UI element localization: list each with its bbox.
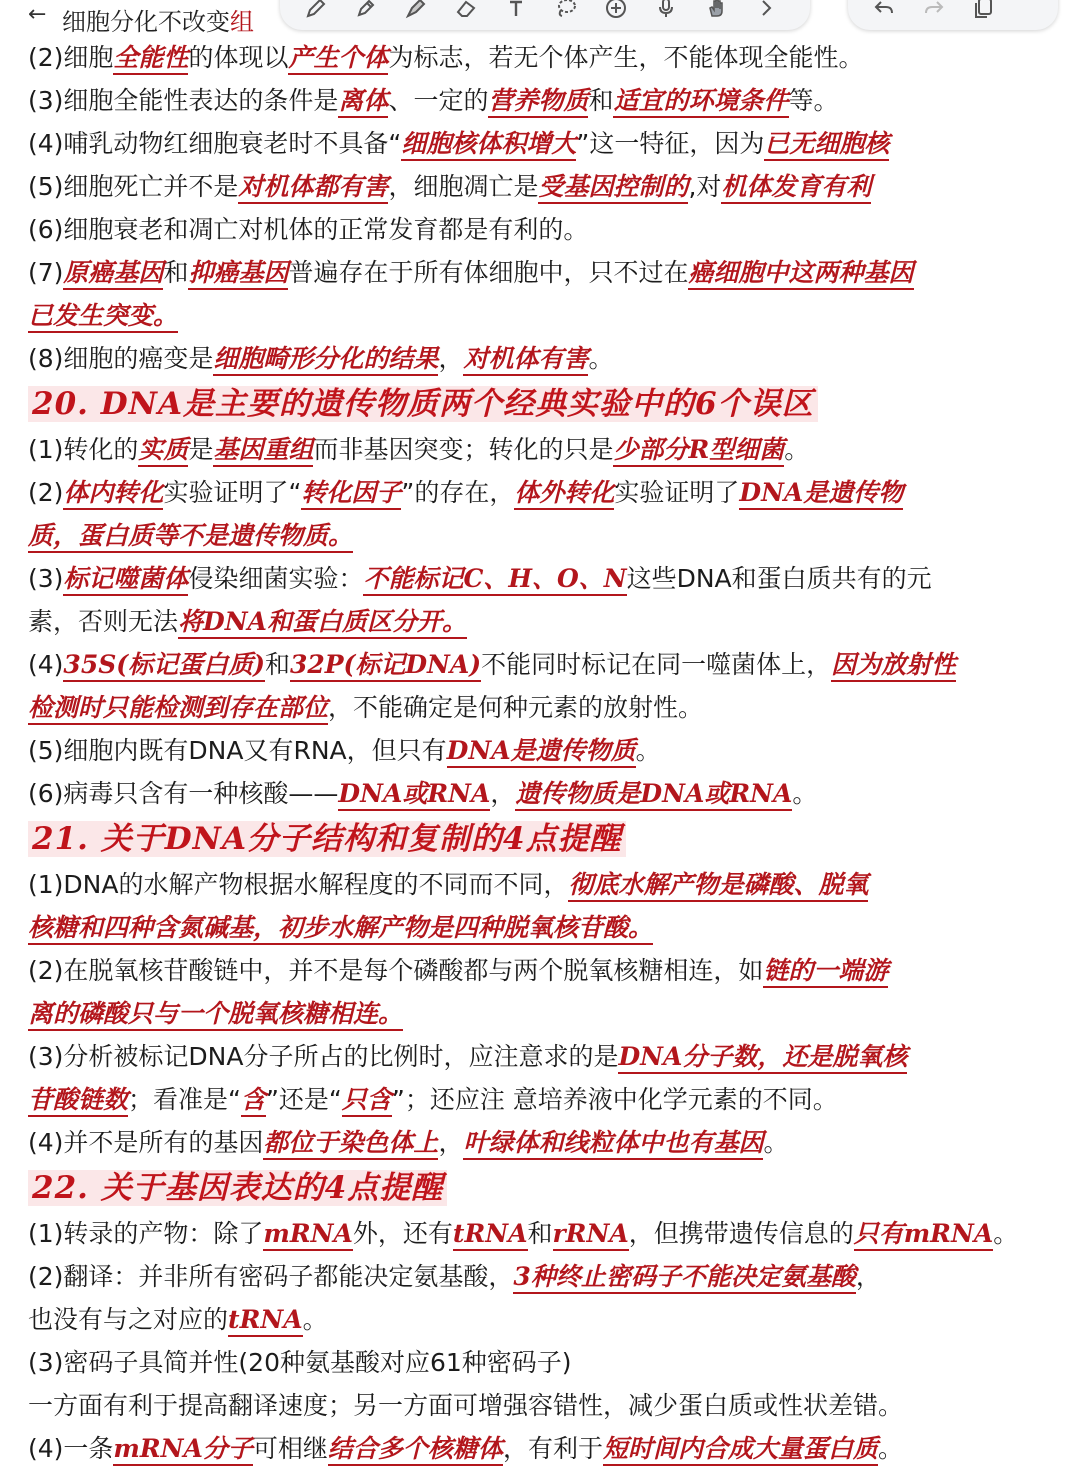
printed-text: (5)细胞内既有DNA又有RNA，但只有 [28,736,447,765]
printed-text: (3) [28,564,64,593]
printed-text: (4)一条 [28,1434,114,1463]
handwritten-answer: DNA或RNA [338,779,490,811]
section-heading [28,1164,1058,1212]
printed-text: ，不能确定是何种元素的放射性。 [328,693,704,722]
note-line [28,1035,1058,1078]
handwritten-answer: 全能性 [113,43,188,75]
note-line [28,1121,1058,1164]
note-line [28,557,1058,600]
printed-text: (2) [28,478,64,507]
handwritten-answer: 遗传物质是DNA或RNA [515,779,792,811]
handwritten-answer: 转化因子 [301,478,401,510]
printed-text: 的体现以 [188,43,289,72]
note-line [28,36,1058,79]
redo-icon[interactable] [920,0,948,22]
handwritten-answer: DNA是遗传物质 [447,736,636,768]
heading-text: 22. 关于基因表达的4点提醒 [32,1170,444,1206]
printed-text: (3)分析被标记DNA分子所占的比例时，应注意求的是 [28,1042,619,1071]
printed-text: 这些DNA和蛋白质共有的元 [626,564,932,593]
eraser-icon[interactable] [452,0,480,22]
printed-text: ，有利于 [502,1434,603,1463]
printed-text: (1)转化的 [28,435,139,464]
note-line [28,1298,1058,1341]
handwritten-answer: 对机体有害 [463,344,588,376]
printed-text: (1)转录的产物：除了 [28,1219,264,1248]
section-heading [28,380,1058,428]
printed-text: 。 [302,1305,328,1334]
back-arrow-icon[interactable]: ← [28,2,47,27]
handwritten-answer: 细胞核体积增大 [401,129,576,161]
handwritten-answer: 因为放射性 [831,650,956,682]
highlighter-icon[interactable] [402,0,430,22]
handwritten-answer: 体外转化 [514,478,614,510]
printed-text: ”的存在， [401,478,515,507]
printed-text: 是 [188,435,214,464]
handwritten-answer: 质，蛋白质等不是遗传物质。 [28,521,353,553]
printed-text: 普遍存在于所有体细胞中，只不过在 [288,258,689,287]
handwritten-answer: DNA是遗传物 [739,478,903,510]
note-line [28,294,1058,337]
printed-text: (5)细胞死亡并不是 [28,172,239,201]
drawing-tools-pill [280,0,810,30]
handwritten-answer: tRNA [453,1219,528,1251]
note-line [28,772,1058,815]
printed-text: 。 [877,1434,903,1463]
handwritten-answer: 彻底水解产物是磷酸、脱氧 [568,870,868,902]
printed-text: 。 [635,736,661,765]
printed-text: 素，否则无法 [28,607,179,636]
note-title-highlight: 组 [230,8,254,36]
handwritten-answer: 苷酸链数 [28,1085,128,1117]
handwritten-answer: 离体 [338,86,388,118]
printed-text: 。 [993,1219,1019,1248]
printed-text: 实验证明了 [614,478,740,507]
note-line [28,1427,1058,1470]
printed-text: 和 [264,650,290,679]
printed-text: (6)病毒只含有一种核酸—— [28,779,339,808]
printed-text: 也没有与之对应的 [28,1305,229,1334]
handwritten-answer: 标记噬菌体 [63,564,188,596]
printed-text: 。 [792,779,818,808]
handwritten-answer: 营养物质 [488,86,588,118]
printed-text: 而非基因突变；转化的只是 [313,435,614,464]
note-line [28,863,1058,906]
handwritten-answer: 受基因控制的 [538,172,688,204]
note-line [28,949,1058,992]
note-line [28,729,1058,772]
handwritten-answer: 32P(标记DNA) [290,650,481,682]
printed-text: 一方面有利于提高翻译速度；另一方面可增强容错性，减少蛋白质或性状差错。 [28,1391,904,1420]
printed-text: 、一定的 [388,86,489,115]
printed-text: (2)翻译：并非所有密码子都能决定氨基酸， [28,1262,514,1291]
handwritten-answer: 叶绿体和线粒体中也有基因 [463,1128,763,1160]
note-toolbar [0,0,1080,34]
handwritten-answer: rRNA [553,1219,629,1251]
note-line [28,1212,1058,1255]
printed-text: 可相继 [252,1434,328,1463]
note-line [28,600,1058,643]
note-title[interactable] [62,2,254,37]
note-line [28,471,1058,514]
handwritten-answer: 结合多个核糖体 [328,1434,503,1466]
printed-text: ”；还应注 意培养液中化学元素的不同。 [391,1085,838,1114]
note-line [28,1384,1058,1427]
printed-text: 。 [588,344,614,373]
note-line [28,992,1058,1035]
handwritten-answer: mRNA [263,1219,352,1251]
handwritten-answer: 机体发育有利 [721,172,871,204]
handwritten-answer: DNA分子数，还是脱氧核 [618,1042,907,1074]
handwritten-answer: 已发生突变。 [28,301,178,333]
handwritten-answer: 检测时只能检测到存在部位 [28,693,328,725]
handwritten-answer: 离的磷酸只与一个脱氧核糖相连。 [28,999,403,1031]
note-line [28,208,1058,251]
printed-text: 实验证明了“ [163,478,302,507]
note-line [28,79,1058,122]
printed-text: 侵染细菌实验： [188,564,364,593]
handwritten-answer: 链的一端游 [763,956,888,988]
note-line [28,1341,1058,1384]
note-line [28,686,1058,729]
printed-text: ，但携带遗传信息的 [628,1219,854,1248]
heading-text: 21. 关于DNA分子结构和复制的4点提醒 [32,821,622,857]
handwritten-answer: 抑癌基因 [188,258,288,290]
printed-text: 等。 [788,86,839,115]
lasso-icon[interactable] [552,0,580,22]
note-line [28,1078,1058,1121]
handwritten-answer: 适宜的环境条件 [613,86,788,118]
handwritten-answer: 细胞畸形分化的结果 [213,344,438,376]
marker-icon[interactable] [352,0,380,22]
handwritten-answer: 已无细胞核 [764,129,889,161]
note-line [28,1255,1058,1298]
handwritten-answer: 35S(标记蛋白质) [63,650,265,682]
handwritten-answer: 短时间内合成大量蛋白质 [603,1434,878,1466]
handwritten-answer: mRNA分子 [113,1434,252,1466]
printed-text: (6)细胞衰老和凋亡对机体的正常发育都是有利的。 [28,215,589,244]
mic-icon[interactable] [652,0,680,22]
printed-text: (4)并不是所有的基因 [28,1128,264,1157]
printed-text: (8)细胞的癌变是 [28,344,214,373]
note-line [28,643,1058,686]
printed-text: ，细胞凋亡是 [388,172,539,201]
printed-text: ”还是“ [265,1085,342,1114]
printed-text: ， [490,779,516,808]
pages-icon[interactable] [970,0,998,22]
note-line [28,514,1058,557]
undo-icon[interactable] [870,0,898,22]
printed-text: (2)在脱氧核苷酸链中，并不是每个磷酸都与两个脱氧核糖相连，如 [28,956,764,985]
handwritten-answer: 少部分R型细菌 [613,435,784,467]
note-line [28,122,1058,165]
note-line [28,428,1058,471]
printed-text: ；看准是“ [128,1085,241,1114]
handwritten-answer: 核糖和四种含氮碱基，初步水解产物是四种脱氧核苷酸。 [28,913,653,945]
heading-text: 20. DNA是主要的遗传物质两个经典实验中的6个误区 [32,386,814,422]
printed-text: 和 [527,1219,553,1248]
printed-text: 外，还有 [352,1219,453,1248]
handwritten-answer: 含 [241,1085,266,1117]
printed-text: (4)哺乳动物红细胞衰老时不具备“ [28,129,402,158]
printed-text: (3)密码子具简并性(20种氨基酸对应61种密码子) [28,1348,572,1377]
handwritten-answer: 不能标记C、H、O、N [363,564,626,596]
note-content [28,36,1058,1470]
printed-text: (4) [28,650,64,679]
note-title-text: 细胞分化不改变 [62,8,230,36]
printed-text: (7) [28,258,64,287]
hand-icon[interactable] [702,0,730,22]
handwritten-answer: 只含 [342,1085,392,1117]
printed-text: ,对 [688,172,722,201]
note-line [28,906,1058,949]
add-icon[interactable] [602,0,630,22]
printed-text: 和 [588,86,614,115]
handwritten-answer: 基因重组 [213,435,313,467]
printed-text: ， [855,1262,881,1291]
handwritten-answer: 原癌基因 [63,258,163,290]
printed-text: 和 [163,258,189,287]
printed-text: (3)细胞全能性表达的条件是 [28,86,339,115]
printed-text: ， [438,1128,464,1157]
note-line [28,251,1058,294]
printed-text: ”这一特征，因为 [576,129,765,158]
handwritten-answer: tRNA [228,1305,303,1337]
note-line [28,337,1058,380]
printed-text: (1)DNA的水解产物根据水解程度的不同而不同， [28,870,569,899]
note-line [28,165,1058,208]
printed-text: 。 [763,1128,789,1157]
handwritten-answer: 对机体都有害 [238,172,388,204]
pen-icon[interactable] [302,0,330,22]
more-icon[interactable] [752,0,780,22]
handwritten-answer: 将DNA和蛋白质区分开。 [178,607,467,639]
printed-text: 。 [784,435,810,464]
printed-text: (2)细胞 [28,43,114,72]
printed-text: 不能同时标记在同一噬菌体上， [481,650,832,679]
printed-text: ， [438,344,464,373]
handwritten-answer: 3种终止密码子不能决定氨基酸 [513,1262,855,1294]
section-heading [28,815,1058,863]
text-icon[interactable] [502,0,530,22]
printed-text: 为标志，若无个体产生，不能体现全能性。 [388,43,864,72]
handwritten-answer: 都位于染色体上 [263,1128,438,1160]
history-tools-pill [848,0,1058,30]
handwritten-answer: 只有mRNA [854,1219,993,1251]
handwritten-answer: 体内转化 [63,478,163,510]
handwritten-answer: 产生个体 [288,43,388,75]
handwritten-answer: 癌细胞中这两种基因 [688,258,913,290]
handwritten-answer: 实质 [138,435,188,467]
